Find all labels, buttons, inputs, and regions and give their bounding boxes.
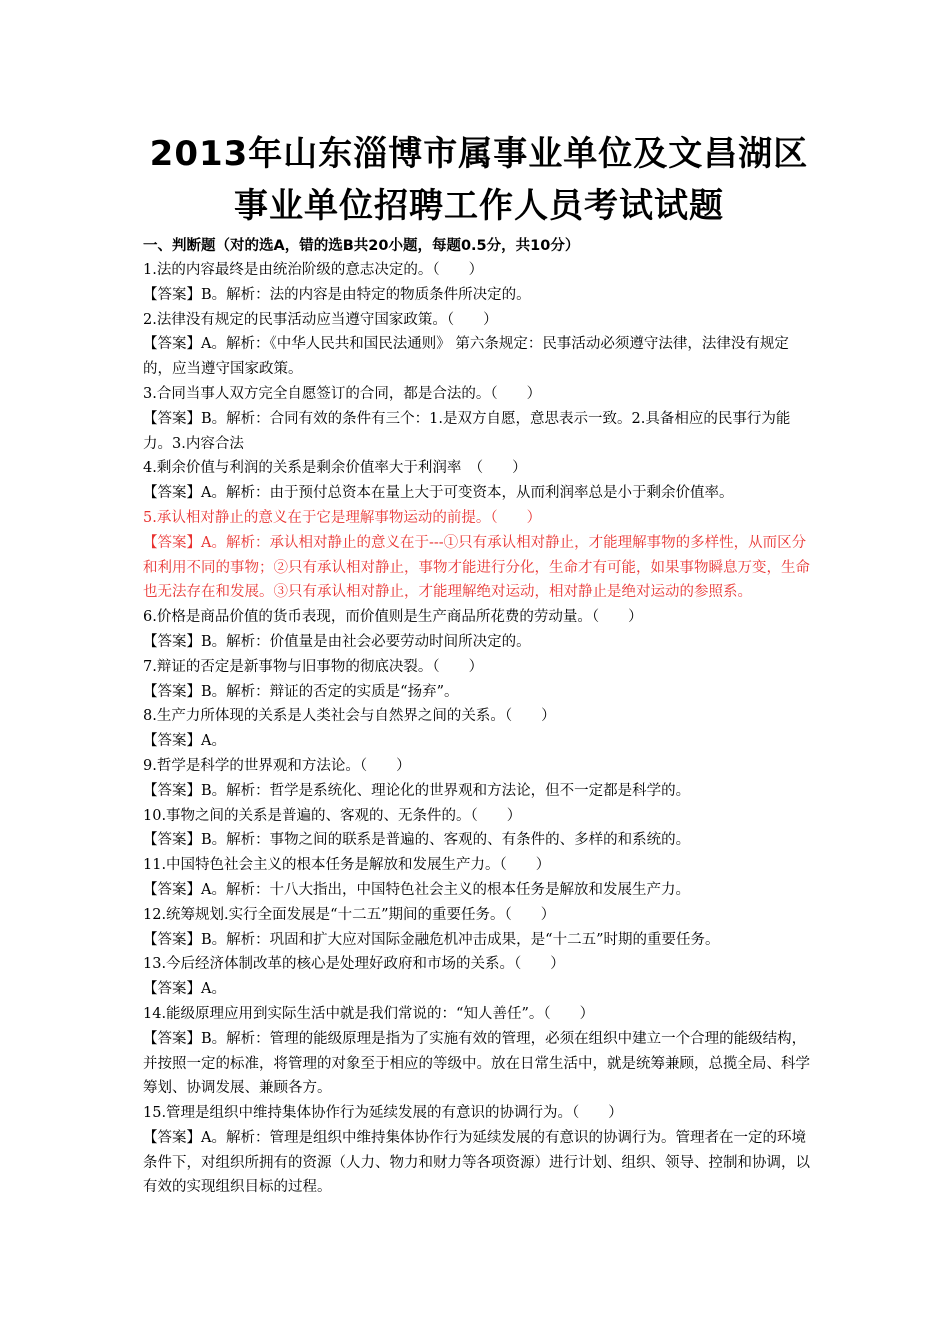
answer-text: 【答案】B。解析：辩证的否定的实质是“扬弃”。 — [143, 683, 459, 700]
question-text: 4.剩余价值与利润的关系是剩余价值率大于利润率 （ ） — [143, 460, 527, 477]
question-11 — [143, 853, 815, 903]
answer-text: 【答案】A。解析：由于预付总资本在量上大于可变资本，从而利润率总是小于剩余价值率。 — [143, 485, 734, 502]
answer-text: 【答案】A。解析：十八大指出，中国特色社会主义的根本任务是解放和发展生产力。 — [143, 881, 690, 898]
answer-text: 【答案】B。解析：哲学是系统化、理论化的世界观和方法论，但不一定都是科学的。 — [143, 782, 691, 799]
document-page — [143, 128, 815, 1200]
question-12 — [143, 903, 815, 953]
question-13 — [143, 952, 815, 1002]
question-7 — [143, 655, 815, 705]
title-line-2: 事业单位招聘工作人员考试试题 — [234, 186, 724, 226]
question-8 — [143, 704, 815, 754]
answer-text: 【答案】B。解析：管理的能级原理是指为了实施有效的管理，必须在组织中建立一个合理的能级结构，并按照一定的标准，将管理的对象至于相应的等级中。放在日常生活中，就是统筹兼顾，总揽全局、科学筹划、协调发展、兼顾各方。 — [143, 1030, 810, 1097]
answer-text: 【答案】A。 — [143, 981, 226, 998]
question-3 — [143, 382, 815, 456]
question-1 — [143, 258, 815, 308]
question-text: 8.生产力所体现的关系是人类社会与自然界之间的关系。（ ） — [143, 708, 556, 725]
question-text: 9.哲学是科学的世界观和方法论。（ ） — [143, 757, 411, 774]
answer-text: 【答案】B。解析：法的内容是由特定的物质条件所决定的。 — [143, 286, 531, 303]
section-heading: 一、判断题（对的选A，错的选B共20小题，每题0.5分，共10分） — [143, 238, 580, 254]
question-6 — [143, 605, 815, 655]
answer-text: 【答案】B。解析：事物之间的联系是普遍的、客观的、有条件的、多样的和系统的。 — [143, 832, 691, 849]
question-text: 7.辩证的否定是新事物与旧事物的彻底决裂。（ ） — [143, 658, 484, 675]
answer-text: 【答案】A。解析：承认相对静止的意义在于---①只有承认相对静止，才能理解事物的多样性，从而区分和利用不同的事物；②只有承认相对静止，事物才能进行分化，生命才有可能，如果事物瞬息万变，生命也无法存在和发展。③只有承认相对静止，才能理解绝对运动，相对静止是绝对运动的参照系。 — [143, 534, 810, 601]
question-4 — [143, 456, 815, 506]
question-text: 14.能级原理应用到实际生活中就是我们常说的：“知人善任”。（ ） — [143, 1005, 595, 1022]
title-line-1: 2013年山东淄博市属事业单位及文昌湖区 — [149, 134, 809, 174]
question-text: 13.今后经济体制改革的核心是处理好政府和市场的关系。（ ） — [143, 956, 565, 973]
question-text: 11.中国特色社会主义的根本任务是解放和发展生产力。（ ） — [143, 857, 551, 874]
answer-text: 【答案】B。解析：价值量是由社会必要劳动时间所决定的。 — [143, 633, 531, 650]
question-14 — [143, 1002, 815, 1101]
question-10 — [143, 804, 815, 854]
question-text: 2.法律没有规定的民事活动应当遵守国家政策。（ ） — [143, 311, 498, 328]
question-text: 10.事物之间的关系是普遍的、客观的、无条件的。（ ） — [143, 807, 522, 824]
answer-text: 【答案】B。解析：巩固和扩大应对国际金融危机冲击成果，是“十二五”时期的重要任务。 — [143, 931, 720, 948]
question-text: 12.统筹规划.实行全面发展是“十二五”期间的重要任务。（ ） — [143, 906, 556, 923]
question-2 — [143, 308, 815, 382]
answer-text: 【答案】B。解析：合同有效的条件有三个：1.是双方自愿，意思表示一致。2.具备相应的民事行为能力。3.内容合法 — [143, 410, 791, 452]
question-5 — [143, 506, 815, 605]
question-9 — [143, 754, 815, 804]
question-text: 1.法的内容最终是由统治阶级的意志决定的。（ ） — [143, 262, 484, 278]
answer-text: 【答案】A。解析：管理是组织中维持集体协作行为延续发展的有意识的协调行为。管理者在一定的环境条件下，对组织所拥有的资源（人力、物力和财力等各项资源）进行计划、组织、领导、控制和协调，以有效的实现组织目标的过程。 — [143, 1129, 810, 1196]
document-title — [143, 128, 815, 232]
answer-text: 【答案】A。解析：《中华人民共和国民法通则》 第六条规定：民事活动必须遵守法律，法律没有规定的，应当遵守国家政策。 — [143, 336, 789, 378]
question-text: 6.价格是商品价值的货币表现，而价值则是生产商品所花费的劳动量。（ ） — [143, 609, 643, 626]
question-text: 3.合同当事人双方完全自愿签订的合同，都是合法的。（ ） — [143, 385, 542, 402]
question-text: 15.管理是组织中维持集体协作行为延续发展的有意识的协调行为。（ ） — [143, 1105, 623, 1122]
question-text: 5.承认相对静止的意义在于它是理解事物运动的前提。（ ） — [143, 509, 542, 526]
question-15 — [143, 1101, 815, 1200]
answer-text: 【答案】A。 — [143, 733, 226, 750]
